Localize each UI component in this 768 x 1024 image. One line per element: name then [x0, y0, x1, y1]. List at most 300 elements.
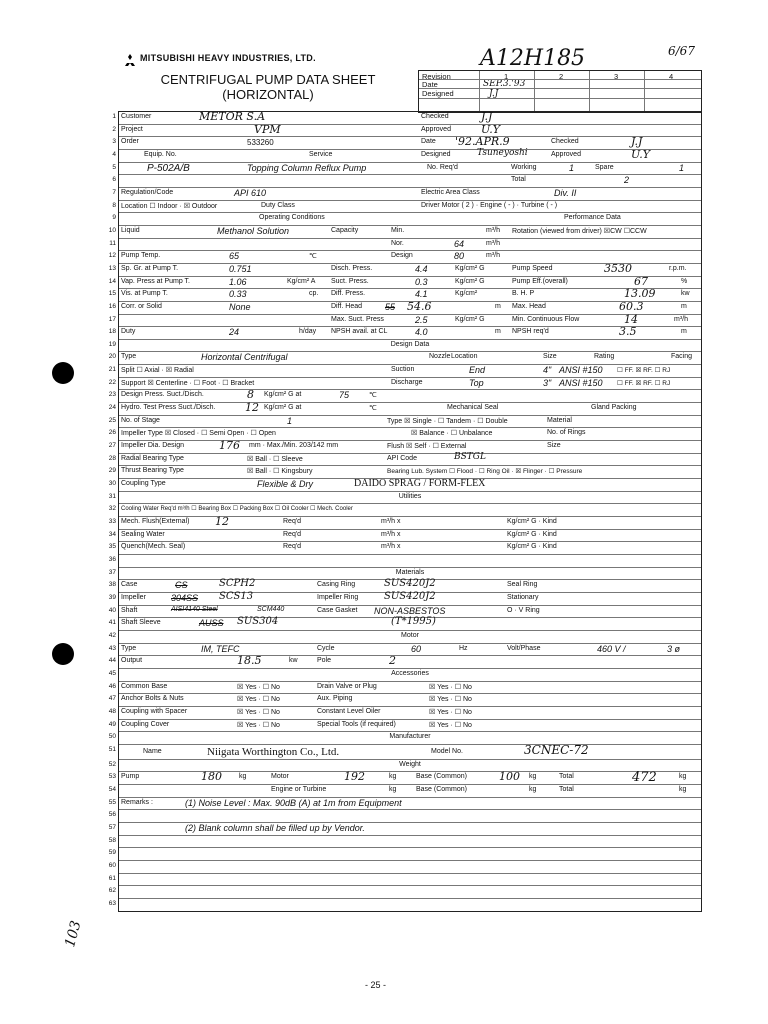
row-number: 38 — [108, 581, 116, 589]
regulation-value: API 610 — [234, 187, 267, 198]
bhp-label: B. H. P — [512, 290, 535, 298]
row-51 — [108, 742, 701, 760]
customer-label: Customer — [121, 113, 152, 120]
punch-hole-bottom — [52, 643, 74, 665]
acc-anchor-bolts: Anchor Bolts & Nuts — [121, 695, 184, 703]
min-label: Min. — [391, 226, 405, 234]
manufacturer-name-value: Niigata Worthington Co., Ltd. — [207, 745, 340, 758]
impeller-dia-unit: mm · Max./Min. 203/142 mm — [249, 442, 339, 450]
designed-value: Tsuneyoshi — [477, 147, 528, 158]
impeller-ring-label: Impeller Ring — [317, 593, 359, 601]
mech-flush-value: 12 — [215, 515, 229, 528]
bhp-value: 13.09 — [624, 287, 656, 301]
shaft-sleeve-old: AUSS — [199, 618, 224, 629]
shaft-sleeve-value: SUS304 — [237, 616, 279, 628]
reqd-label: Req'd — [283, 530, 302, 538]
row-19 — [108, 340, 701, 353]
row-number: 58 — [108, 836, 116, 844]
title-line-1: CENTRIFUGAL PUMP DATA SHEET — [160, 72, 376, 87]
row-35 — [108, 542, 701, 555]
spare-value: 1 — [679, 162, 685, 173]
row-59 — [108, 848, 701, 861]
impeller-value: SCS13 — [219, 590, 254, 602]
mech-seal-heading: Mechanical Seal — [447, 404, 499, 412]
row-number: 28 — [108, 454, 116, 462]
duty-label: Duty — [121, 328, 136, 336]
row-30 — [108, 478, 701, 492]
motor-weight-value: 192 — [344, 770, 365, 784]
discharge-label: Discharge — [391, 378, 423, 386]
degc-unit: ℃ — [369, 405, 377, 413]
row-17 — [108, 312, 701, 328]
weight-heading: Weight — [399, 760, 421, 768]
row-number: 13 — [108, 264, 116, 272]
row-26 — [108, 428, 701, 441]
shaft-label: Shaft — [121, 606, 138, 614]
rotation-field: Rotation (viewed from driver) ☒CW ☐CCW — [512, 227, 647, 235]
pump-speed-value: 3530 — [604, 261, 632, 275]
reqd-label: Req'd — [283, 518, 302, 525]
row-number: 47 — [108, 695, 116, 703]
row-number: 24 — [108, 404, 116, 412]
m3hx-unit: m³/h x — [381, 543, 401, 551]
remark-1: (1) Noise Level : Max. 90dB (A) at 1m from Equipment — [185, 797, 402, 808]
case-old: CS — [175, 580, 188, 591]
m3hx-unit: m³/h x — [381, 518, 401, 525]
location-field: Location ☐ Indoor · ☒ Outdoor — [121, 202, 218, 210]
motor-weight-label: Motor — [271, 773, 289, 781]
row-number: 59 — [108, 849, 116, 857]
row-number: 16 — [108, 302, 116, 310]
material-label: Material — [547, 416, 572, 424]
liquid-label: Liquid — [121, 226, 140, 234]
gasket-note: (T*1995) — [391, 616, 436, 628]
discharge-rating: ANSI #150 — [559, 377, 603, 388]
bearing-lub-field: Bearing Lub. System ☐ Flood · ☐ Ring Oil · ☒ Flinger · ☐ Pressure — [387, 468, 583, 476]
design-data-heading: Design Data — [390, 340, 430, 348]
row-41 — [108, 616, 701, 631]
row-28 — [108, 451, 701, 467]
thrust-bearing-field: ☒ Ball · ☐ Kingsbury — [247, 468, 313, 476]
split-field: Split ☐ Axial · ☒ Radial — [121, 367, 194, 375]
max-head-value: 60.3 — [619, 299, 644, 313]
row-number: 57 — [108, 824, 116, 832]
base-weight-label: Base (Common) — [416, 786, 467, 794]
row-21 — [108, 365, 701, 378]
diff-head-label: Diff. Head — [331, 302, 362, 310]
row-number: 45 — [108, 669, 116, 677]
base-weight-value: 100 — [499, 770, 520, 784]
row-number: 49 — [108, 720, 116, 728]
kind-unit: Kg/cm² G · Kind — [507, 543, 557, 551]
row-3 — [112, 135, 701, 150]
row-number: 31 — [108, 492, 116, 500]
pct-unit: % — [681, 277, 688, 285]
row-number: 56 — [108, 811, 116, 819]
row-36 — [108, 555, 701, 568]
row-number: 61 — [108, 874, 116, 882]
kind-unit: Kg/cm² G · Kind — [507, 518, 557, 525]
design-press-value: 8 — [247, 388, 254, 402]
npsha-label: NPSH avail. at CL — [331, 328, 388, 336]
rev1-checked: J.J — [481, 110, 493, 123]
sheet-number: 6/67 — [668, 44, 695, 58]
designed-label: Designed — [421, 150, 451, 158]
row-number: 34 — [108, 530, 116, 538]
mech-flush-label: Mech. Flush(External) — [121, 518, 190, 525]
location-header: Location — [451, 353, 478, 361]
case-label: Case — [121, 581, 138, 589]
type-value: Horizontal Centrifugal — [201, 352, 288, 363]
radial-bearing-field: ☒ Ball · ☐ Sleeve — [247, 455, 303, 463]
design-label: Design — [391, 252, 413, 260]
pump-temp-label: Pump Temp. — [121, 252, 161, 260]
equip-value: P-502A/B — [147, 162, 190, 174]
acc-aux-piping: Aux. Piping — [317, 695, 353, 703]
row-39 — [108, 590, 701, 606]
kg-unit: kg — [679, 773, 687, 781]
row-9 — [112, 213, 701, 226]
case-gasket-value: NON-ASBESTOS — [374, 605, 446, 616]
cooling-water-field: Cooling Water Req'd m³/h ☐ Bearing Box ☐ Packing Box ☐ Oil Cooler ☐ Mech. Cooler — [121, 506, 353, 513]
row-60 — [108, 861, 701, 874]
min-flow-label: Min. Continuous Flow — [512, 315, 580, 323]
row-20 — [108, 352, 701, 365]
row-number: 23 — [108, 391, 116, 399]
casing-ring-label: Casing Ring — [317, 581, 356, 589]
revision-1-date: SEP.3.'93 — [483, 79, 526, 89]
hydro-test-label: Hydro. Test Press Suct./Disch. — [121, 404, 216, 412]
pump-eff-value: 67 — [634, 274, 648, 288]
impeller-dia-value: 176 — [219, 439, 240, 453]
row-48 — [108, 707, 701, 720]
quench-label: Quench(Mech. Seal) — [121, 543, 186, 551]
row-58 — [108, 836, 701, 849]
kg-unit: kg — [679, 786, 687, 794]
capacity-nor: 64 — [454, 238, 465, 249]
acc-coupling-cover: Coupling Cover — [121, 720, 170, 728]
row-number: 48 — [108, 707, 116, 715]
accessories-heading: Accessories — [391, 669, 429, 677]
row-number: 39 — [108, 593, 116, 601]
rating-header: Rating — [594, 353, 615, 361]
diff-head-old: 55 — [385, 301, 396, 312]
kg-unit: kg — [529, 773, 537, 781]
kgcm2g-unit: Kg/cm² G — [455, 264, 485, 272]
row-number: 33 — [108, 518, 116, 525]
motor-type-value: IM, TEFC — [201, 643, 240, 654]
service-value: Topping Column Reflux Pump — [247, 162, 367, 173]
area-class-value: Div. II — [554, 187, 577, 198]
hday-unit: h/day — [299, 328, 317, 336]
row-45 — [108, 669, 701, 682]
row-number: 8 — [112, 201, 116, 209]
duty-value: 24 — [229, 327, 240, 338]
impeller-old: 304SS — [171, 592, 199, 603]
nozzle-header: Nozzle — [429, 353, 451, 361]
pole-value: 2 — [389, 654, 396, 668]
case-value: SCPH2 — [219, 578, 256, 590]
m-unit: m — [681, 302, 687, 310]
service-label: Service — [309, 150, 333, 158]
discharge-facing: ☐ FF. ☒ RF. ☐ RJ — [617, 379, 671, 387]
row-number: 20 — [108, 353, 116, 361]
acc-special-tools: Special Tools (if required) — [317, 720, 396, 728]
row-number: 30 — [108, 480, 116, 488]
hydro-test-value: 12 — [245, 401, 259, 415]
acc-drain-valve: Drain Valve or Plug — [317, 682, 377, 690]
casing-ring-value: SUS420J2 — [384, 578, 436, 590]
viscosity-label: Vis. at Pump T. — [121, 290, 168, 298]
coupling-label: Coupling Type — [121, 480, 166, 488]
hydro-test-unit: Kg/cm² G at — [264, 404, 302, 412]
m-unit: m — [495, 302, 501, 310]
o-ring-label: O · V Ring — [507, 606, 540, 614]
row-18 — [108, 325, 701, 340]
impeller-ring-value: SUS420J2 — [384, 590, 436, 602]
pole-label: Pole — [317, 657, 332, 665]
reqd-label: Req'd — [283, 543, 302, 551]
row-number: 51 — [108, 745, 116, 753]
acc-drain-valve-value: ☒ Yes · ☐ No — [429, 683, 472, 691]
m-unit: m — [495, 328, 501, 336]
diff-press-label: Diff. Press. — [331, 290, 366, 298]
row-number: 55 — [108, 798, 116, 806]
row-16 — [108, 299, 701, 315]
cycle-value: 60 — [411, 643, 422, 654]
output-label: Output — [121, 657, 143, 665]
support-field: Support ☒ Centerline · ☐ Foot · ☐ Bracket — [121, 379, 255, 387]
row-33 — [108, 515, 701, 530]
motor-type-label: Type — [121, 644, 137, 652]
corr-value: None — [229, 301, 251, 312]
impeller-type-field: Impeller Type ☒ Closed · ☐ Semi Open · ☐ Open — [121, 430, 276, 438]
pump-speed-label: Pump Speed — [512, 264, 553, 272]
row-number: 50 — [108, 733, 116, 741]
row-number: 41 — [108, 619, 116, 627]
row-number: 42 — [108, 631, 116, 639]
diff-press-value: 4.1 — [415, 289, 428, 300]
revision-label: Revision — [422, 72, 451, 81]
design-press-unit: Kg/cm² G at — [264, 391, 302, 399]
row-27 — [108, 439, 701, 454]
max-suct-value: 2.5 — [415, 314, 428, 325]
row-number: 63 — [108, 900, 116, 908]
m3hx-unit: m³/h x — [381, 530, 401, 538]
row-61 — [108, 874, 701, 887]
row-1 — [112, 110, 701, 125]
base-weight-label: Base (Common) — [416, 773, 467, 781]
row-2 — [112, 122, 701, 138]
shaft-value: SCM440 — [257, 605, 285, 613]
degc-unit: ℃ — [369, 392, 377, 400]
row-50 — [108, 732, 701, 745]
manufacturer-name-label: Name — [143, 747, 162, 755]
row-25 — [108, 415, 701, 429]
design-temp-value: 75 — [339, 390, 350, 401]
pump-weight-label: Pump — [121, 773, 140, 781]
suction-location: End — [469, 365, 486, 376]
radial-bearing-label: Radial Bearing Type — [121, 454, 184, 462]
stages-label: No. of Stage — [121, 416, 160, 424]
row-42 — [108, 631, 701, 644]
row-43 — [108, 643, 701, 657]
acc-level-oiler: Constant Level Oiler — [317, 707, 381, 715]
size-label: Size — [547, 442, 561, 450]
rpm-unit: r.p.m. — [669, 264, 687, 272]
row-number: 54 — [108, 786, 116, 794]
m3h-unit: m³/h — [674, 315, 688, 323]
row-10 — [108, 225, 701, 239]
volt-label: Volt/Phase — [507, 644, 541, 652]
suct-press-label: Suct. Press. — [331, 277, 369, 285]
row-number: 36 — [108, 555, 116, 563]
row-31 — [108, 492, 701, 505]
row-number: 5 — [112, 163, 116, 171]
pump-eff-label: Pump Eff.(overall) — [512, 277, 568, 285]
punch-hole-top — [52, 362, 74, 384]
remark-2: (2) Blank column shall be filled up by Vendor. — [185, 823, 365, 834]
row-53 — [108, 770, 701, 786]
discharge-size: 3" — [543, 377, 552, 388]
page-number: - 25 - — [365, 980, 387, 990]
row-56 — [108, 810, 701, 823]
row-5 — [112, 162, 701, 176]
row-23 — [108, 388, 701, 403]
approved-label: Approved — [421, 125, 451, 133]
revision-block — [418, 70, 702, 113]
capacity-label: Capacity — [331, 226, 359, 234]
sealing-water-label: Sealing Water — [121, 530, 165, 538]
balance-field: ☒ Balance · ☐ Unbalance — [411, 430, 493, 438]
row-number: 60 — [108, 862, 116, 870]
area-class-label: Electric Area Class — [421, 188, 480, 196]
row-47 — [108, 694, 701, 707]
revision-date-label: Date — [422, 80, 438, 89]
total-label: Total — [511, 176, 526, 184]
m3h-unit: m³/h — [486, 252, 500, 260]
stages-value: 1 — [287, 415, 293, 426]
coupling-value: Flexible & Dry — [257, 479, 314, 490]
materials-heading: Materials — [395, 568, 425, 576]
api-code-value: BSTGL — [454, 451, 486, 462]
acc-aux-piping-value: ☒ Yes · ☐ No — [429, 696, 472, 704]
row-number: 46 — [108, 682, 116, 690]
shaft-sleeve-label: Shaft Sleeve — [121, 619, 161, 627]
date-label: Date — [421, 138, 436, 146]
title-line-2: (HORIZONTAL) — [222, 87, 314, 102]
kg-unit: kg — [239, 773, 247, 781]
max-suct-label: Max. Suct. Press — [331, 315, 384, 323]
kg-unit: kg — [389, 773, 397, 781]
row-number: 3 — [112, 138, 116, 146]
vap-press-label: Vap. Press at Pump T. — [121, 277, 190, 285]
company-name: MITSUBISHI HEAVY INDUSTRIES, LTD. — [140, 53, 316, 63]
revision-col-3: 3 — [614, 72, 619, 81]
seal-ring-label: Seal Ring — [507, 581, 538, 589]
acc-coupling-spacer-value: ☒ Yes · ☐ No — [237, 708, 280, 716]
project-value: VPM — [254, 122, 281, 136]
model-label: Model No. — [431, 747, 463, 755]
type-label: Type — [121, 353, 137, 361]
npshr-value: 3.5 — [619, 325, 637, 339]
kgcm2a-unit: Kg/cm² A — [287, 277, 316, 285]
row-8 — [112, 201, 701, 214]
data-sheet-grid — [108, 110, 702, 912]
row-11 — [109, 238, 701, 252]
revision-1-designed: J.J — [489, 89, 499, 99]
row-number: 6 — [112, 176, 116, 184]
row-number: 15 — [108, 290, 116, 298]
m-unit: m — [681, 328, 687, 336]
total-weight-value: 472 — [632, 770, 657, 786]
kw-unit: kw — [289, 657, 298, 665]
kgcm2g-unit: Kg/cm² G — [455, 277, 485, 285]
suction-label: Suction — [391, 366, 415, 374]
row-32 — [108, 504, 701, 517]
total-value: 2 — [624, 175, 630, 186]
model-value: 3CNEC-72 — [524, 742, 589, 757]
customer-value: METOR S.A — [199, 110, 266, 123]
min-flow-value: 14 — [624, 312, 638, 326]
row-number: 10 — [108, 226, 116, 234]
row-number: 14 — [108, 277, 116, 285]
case-gasket-label: Case Gasket — [317, 606, 358, 614]
api-code-label: API Code — [387, 454, 417, 462]
discharge-location: Top — [469, 377, 484, 388]
row-number: 43 — [108, 644, 116, 652]
acc-special-tools-value: ☒ Yes · ☐ No — [429, 721, 472, 729]
checked-label-2: Checked — [551, 138, 579, 146]
approved-value: U.Y — [631, 147, 651, 161]
npsha-value: 4.0 — [415, 327, 428, 338]
sg-label: Sp. Gr. at Pump T. — [121, 264, 179, 272]
kgcm2g-unit: Kg/cm² G — [455, 315, 485, 323]
impeller-label: Impeller — [121, 593, 146, 601]
row-6 — [112, 175, 701, 188]
utilities-heading: Utilities — [398, 492, 422, 500]
suction-rating: ANSI #150 — [559, 365, 603, 376]
vap-press-value: 1.06 — [229, 276, 247, 287]
row-number: 2 — [112, 125, 116, 133]
seal-type-field: Type ☒ Single · ☐ Tandem · ☐ Double — [387, 417, 508, 425]
row-55 — [108, 797, 701, 811]
m3h-unit: m³/h — [486, 239, 500, 247]
acc-level-oiler-value: ☒ Yes · ☐ No — [429, 708, 472, 716]
total-weight-label: Total — [559, 773, 574, 781]
sg-value: 0.751 — [229, 263, 252, 274]
revision-col-4: 4 — [669, 72, 674, 81]
rings-label: No. of Rings — [547, 429, 586, 437]
flush-field: Flush ☒ Self · ☐ External — [387, 443, 467, 451]
duty-class-label: Duty Class — [261, 201, 295, 209]
viscosity-value: 0.33 — [229, 289, 247, 300]
thrust-bearing-label: Thrust Bearing Type — [121, 467, 184, 475]
diff-head-value: 54.6 — [407, 299, 432, 313]
row-44 — [108, 654, 701, 669]
design-press-label: Design Press. Suct./Disch. — [121, 391, 204, 399]
row-number: 32 — [108, 505, 116, 513]
equip-label: Equip. No. — [144, 150, 177, 158]
npshr-label: NPSH req'd — [512, 328, 549, 336]
date-value: '92.APR.9 — [455, 135, 510, 149]
acc-coupling-spacer: Coupling with Spacer — [121, 707, 188, 715]
checked-value: J.J — [631, 135, 643, 149]
row-49 — [108, 720, 701, 733]
row-number: 26 — [108, 429, 116, 437]
row-number: 18 — [108, 328, 116, 336]
max-head-label: Max. Head — [512, 302, 546, 310]
